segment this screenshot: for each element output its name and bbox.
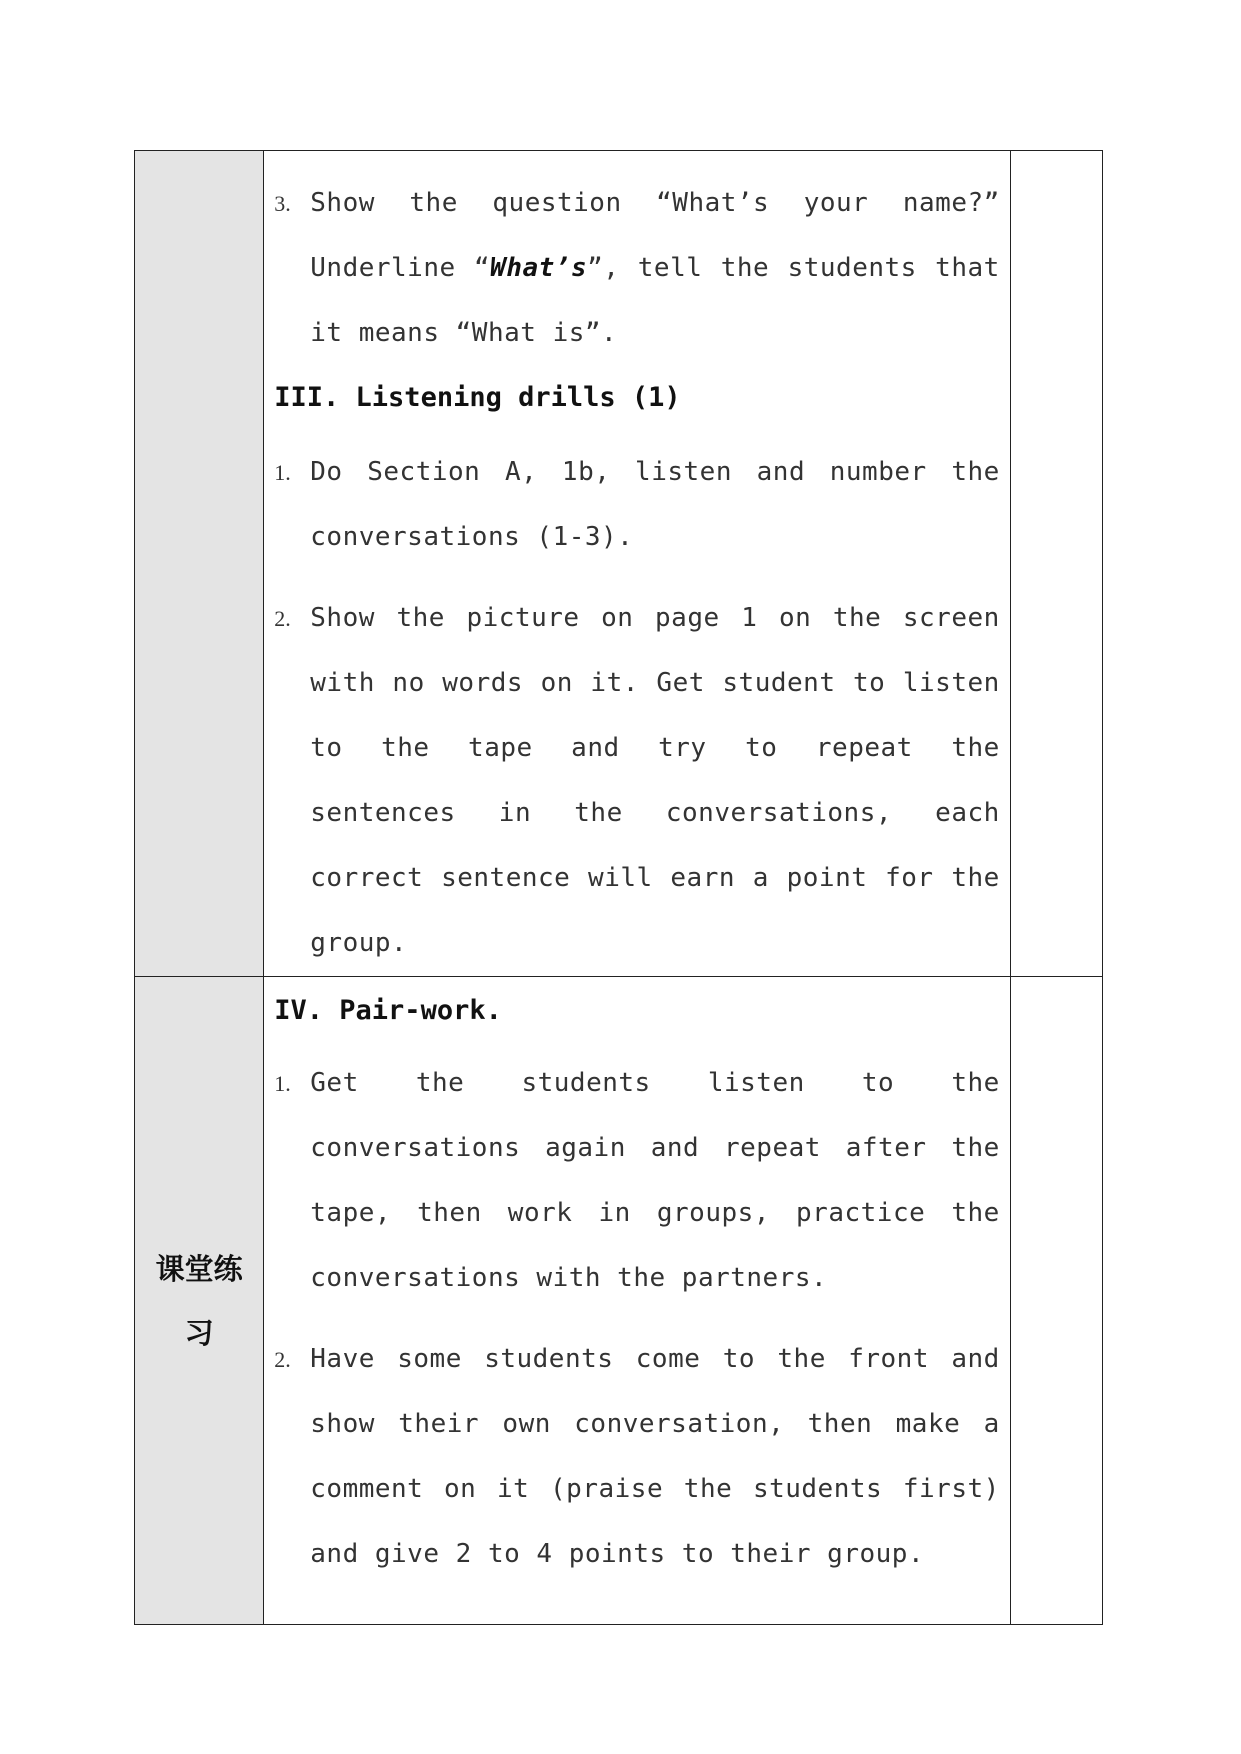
item-text [310,171,1000,366]
item-number: 2. [274,606,291,631]
table-row [135,977,1103,1625]
item-number: 3. [274,191,291,216]
lesson-plan-table [134,150,1103,1625]
row-label-cell [135,977,264,1625]
table-row [135,151,1103,977]
item-number: 1. [274,460,291,485]
item-text: Show the picture on page 1 on the screen with no words on it. Get student to listen to the tape and try to repeat the sentences in the conversations, each correct sentence will earn a point for the group. [310,603,1000,958]
section-heading: III. Listening drills (1) [274,382,681,413]
section-heading: IV. Pair-work. [274,995,502,1026]
item-number: 1. [274,1071,291,1096]
item-text-part: Show the question “What’s your name?” Underline “ [310,188,1000,283]
content-cell [264,151,1011,977]
notes-cell [1010,151,1102,977]
notes-cell [1010,977,1102,1625]
item-number: 2. [274,1347,291,1372]
list-item [274,440,1000,570]
item-text: Have some students come to the front and show their own conversation, then make a comment on it (praise the students first) and give 2 to 4 points to their group. [310,1344,1000,1569]
row-label-cell [135,151,264,977]
item-text-part: ”, tell the students that it means “What is”. [310,253,1000,348]
item-text: Do Section A, 1b, listen and number the conversations (1-3). [310,457,1000,552]
content-cell [264,977,1011,1625]
list-item [274,1051,1000,1311]
emphasized-text: What’s [490,253,588,283]
item-text: Get the students listen to the conversations again and repeat after the tape, then work in groups, practice the conversations with the partners. [310,1068,1000,1293]
row-label: 课堂练习 [155,1251,243,1350]
list-item [274,171,1000,366]
list-item [274,586,1000,976]
list-item [274,1327,1000,1587]
